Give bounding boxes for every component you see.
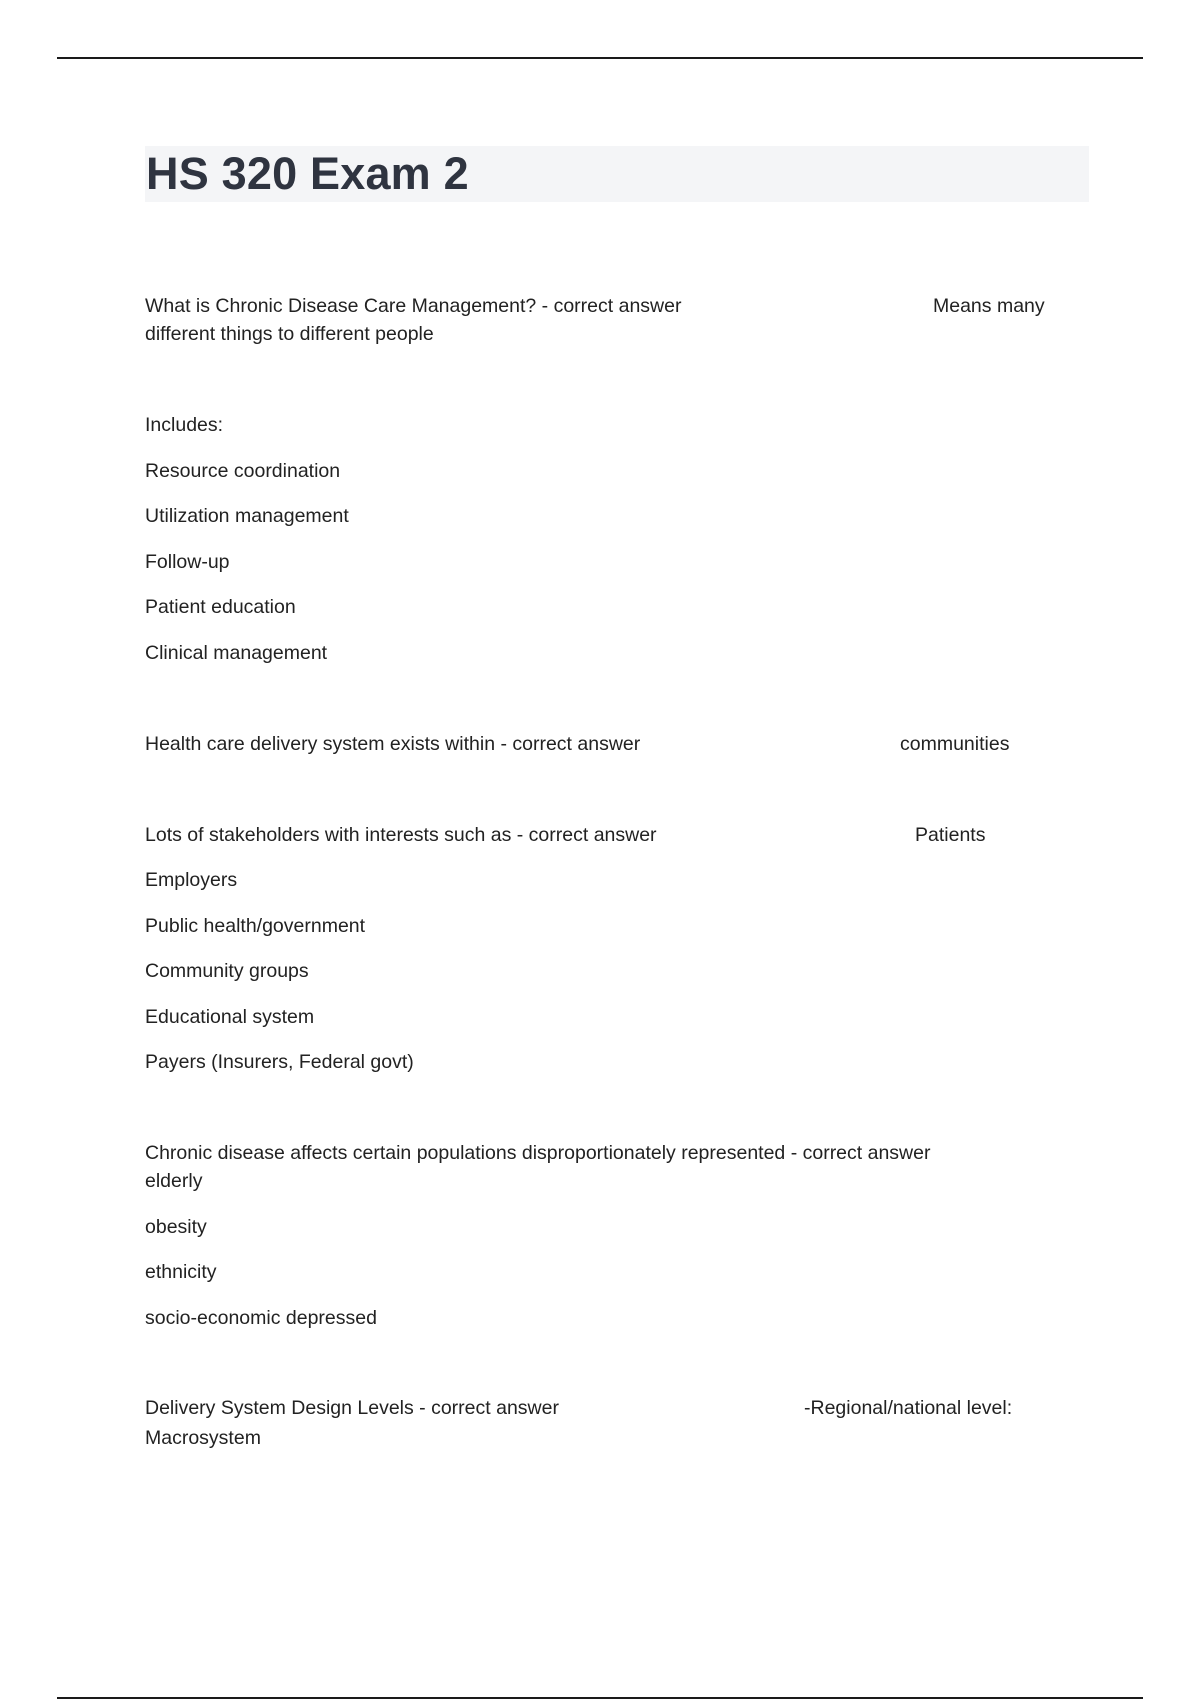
card-answer: Means many (933, 295, 1045, 317)
list-item: Employers (145, 869, 238, 891)
card-answer-continued: Macrosystem (145, 1427, 261, 1449)
card-question: Health care delivery system exists within - correct answer (145, 733, 641, 755)
card-question: Delivery System Design Levels - correct answer (145, 1397, 559, 1419)
list-item: Resource coordination (145, 460, 341, 482)
list-item: Educational system (145, 1006, 315, 1028)
page-title: HS 320 Exam 2 (146, 148, 469, 199)
top-rule (57, 57, 1143, 59)
list-item: Follow-up (145, 551, 230, 573)
card-answer: Patients (915, 824, 986, 846)
list-item: Clinical management (145, 642, 328, 664)
card-answer-continued: different things to different people (145, 323, 434, 345)
card-question: What is Chronic Disease Care Management? - correct answer (145, 295, 682, 317)
list-item: Payers (Insurers, Federal govt) (145, 1051, 414, 1073)
card-question: Lots of stakeholders with interests such as - correct answer (145, 824, 657, 846)
list-item: elderly (145, 1170, 203, 1192)
list-item: obesity (145, 1216, 207, 1238)
list-item: Utilization management (145, 505, 349, 527)
bottom-rule (57, 1697, 1143, 1699)
card-answer: -Regional/national level: (804, 1397, 1013, 1419)
list-item: Public health/government (145, 915, 366, 937)
list-item: Community groups (145, 960, 309, 982)
list-item: ethnicity (145, 1261, 217, 1283)
list-item: Patient education (145, 596, 296, 618)
card-answer: communities (900, 733, 1010, 755)
list-item: Includes: (145, 414, 224, 436)
card-question: Chronic disease affects certain populations disproportionately represented - correct answer (145, 1142, 931, 1164)
list-item: socio-economic depressed (145, 1307, 377, 1329)
